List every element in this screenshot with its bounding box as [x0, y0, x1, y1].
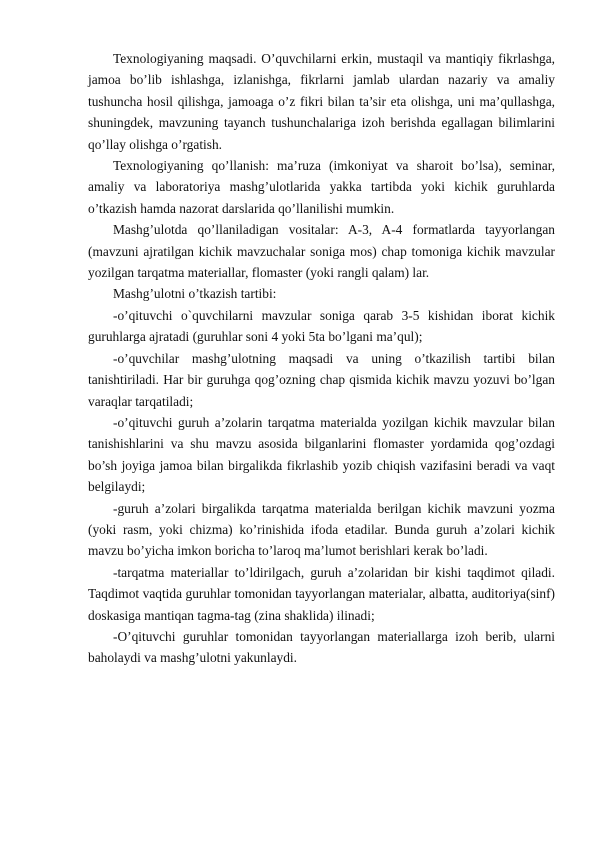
paragraph-technology-application: Texnologiyaning qo’llanish: ma’ruza (imkoniyat va sharoit bo’lsa), seminar, amaliy va laboratoriya mashg’ulotlarida yakka tartibda yoki kichik guruhlarda o’tkazish hamda nazorat darslarida qo’llanilishi mumkin. [88, 158, 555, 216]
paragraph-step-assignment: -o’qituvchi guruh a’zolarin tarqatma materialda yozilgan kichik mavzular bilan tanishishlarini va shu mavzu asosida bilganlarini flomaster yordamida qog’ozdagi bo’sh joyiga jamoa bilan birgalikda fikrlashib yozib chiqish vazifasini beradi va vaqt belgilaydi; [88, 414, 555, 495]
paragraph-step-presentation: -tarqatma materiallar to’ldirilgach, guruh a’zolaridan bir kishi taqdimot qiladi. Taqdimot vaqtida guruhlar tomonidan tayyorlangan materialar, albatta, auditoriya(sinf) doskasiga mantiqan tagma-tag (zina shaklida) ilinadi; [88, 564, 555, 623]
paragraph-step-grouping: -o’qituvchi o`quvchilarni mavzular soniga qarab 3-5 kishidan iborat kichik guruhlarga ajratadi (guruhlar soni 4 yoki 5ta bo’lgani ma’qul); [88, 307, 555, 345]
document-body [88, 48, 555, 669]
paragraph-step-introduction: -o’quvchilar mashg’ulotning maqsadi va uning o’tkazilish tartibi bilan tanishtiriladi. Har bir guruhga qog’ozning chap qismida kichik mavzu yozuvi bo’lgan varaqlar tarqatiladi; [88, 350, 555, 409]
paragraph-technology-goal: Texnologiyaning maqsadi. O’quvchilarni erkin, mustaqil va mantiqiy fikrlashga, jamoa bo’lib ishlashga, izlanishga, fikrlarni jamlab ulardan nazariy va amaliy tushuncha hosil qilishga, jamoaga o’z fikri bilan ta’sir eta olishga, uni ma’qullashga, shuningdek, mavzuning tayanch tushunchalariga izoh berishda egallagan bilimlarini qo’llay olishga o’rgatish. [88, 51, 555, 152]
paragraph-step-evaluation: -O’qituvchi guruhlar tomonidan tayyorlangan materiallarga izoh berib, ularni baholaydi va mashg’ulotni yakunlaydi. [88, 628, 555, 666]
paragraph-lesson-procedure-heading: Mashg’ulotni o’tkazish tartibi: [113, 286, 277, 302]
paragraph-step-group-work: -guruh a’zolari birgalikda tarqatma materialda berilgan kichik mavzuni yozma (yoki rasm, yoki chizma) ko’rinishida ifoda etadilar. Bunda guruh a’zolari kichik mavzu bo’yicha imkon boricha to’laroq ma’lumot berishlari kerak bo’ladi. [88, 500, 555, 559]
paragraph-lesson-tools: Mashg’ulotda qo’llaniladigan vositalar: A-3, A-4 formatlarda tayyorlangan (mavzuni ajratilgan kichik mavzuchalar soniga mos) chap tomoniga kichik mavzular yozilgan tarqatma materiallar, flomaster (yoki rangli qalam) lar. [88, 222, 555, 281]
